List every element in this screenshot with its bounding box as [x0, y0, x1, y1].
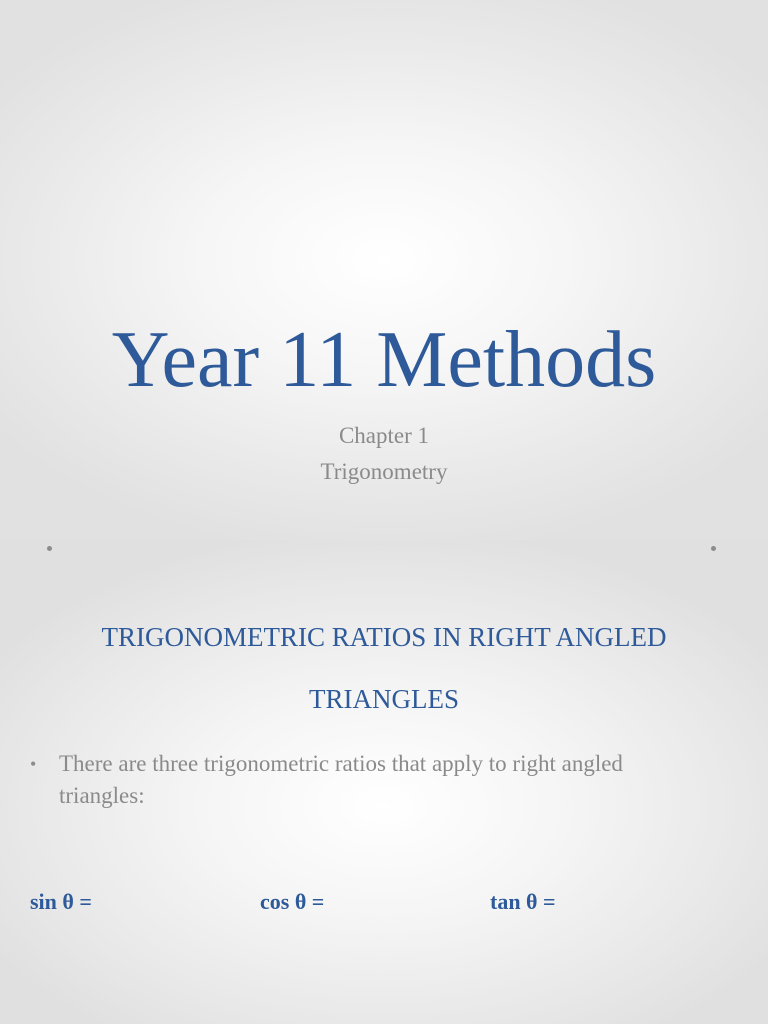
slide-heading: TRIGONOMETRIC RATIOS IN RIGHT ANGLED TRIANGLES: [101, 622, 667, 714]
bullet-text: There are three trigonometric ratios that apply to right angled triangles:: [59, 751, 623, 808]
slide-title: Year 11 Methods: [111, 316, 657, 404]
sin-ratio: sin θ =: [30, 889, 92, 914]
tan-ratio: tan θ =: [490, 889, 556, 914]
subtitle-topic: Trigonometry: [320, 459, 448, 484]
subtitle-chapter: Chapter 1: [338, 423, 430, 448]
slide-corner-dot-left: [47, 546, 52, 551]
content-slide: [0, 540, 768, 1024]
slide-corner-dot-right: [711, 546, 716, 551]
cos-ratio: cos θ =: [260, 889, 325, 914]
bullet-icon: •: [30, 754, 37, 774]
